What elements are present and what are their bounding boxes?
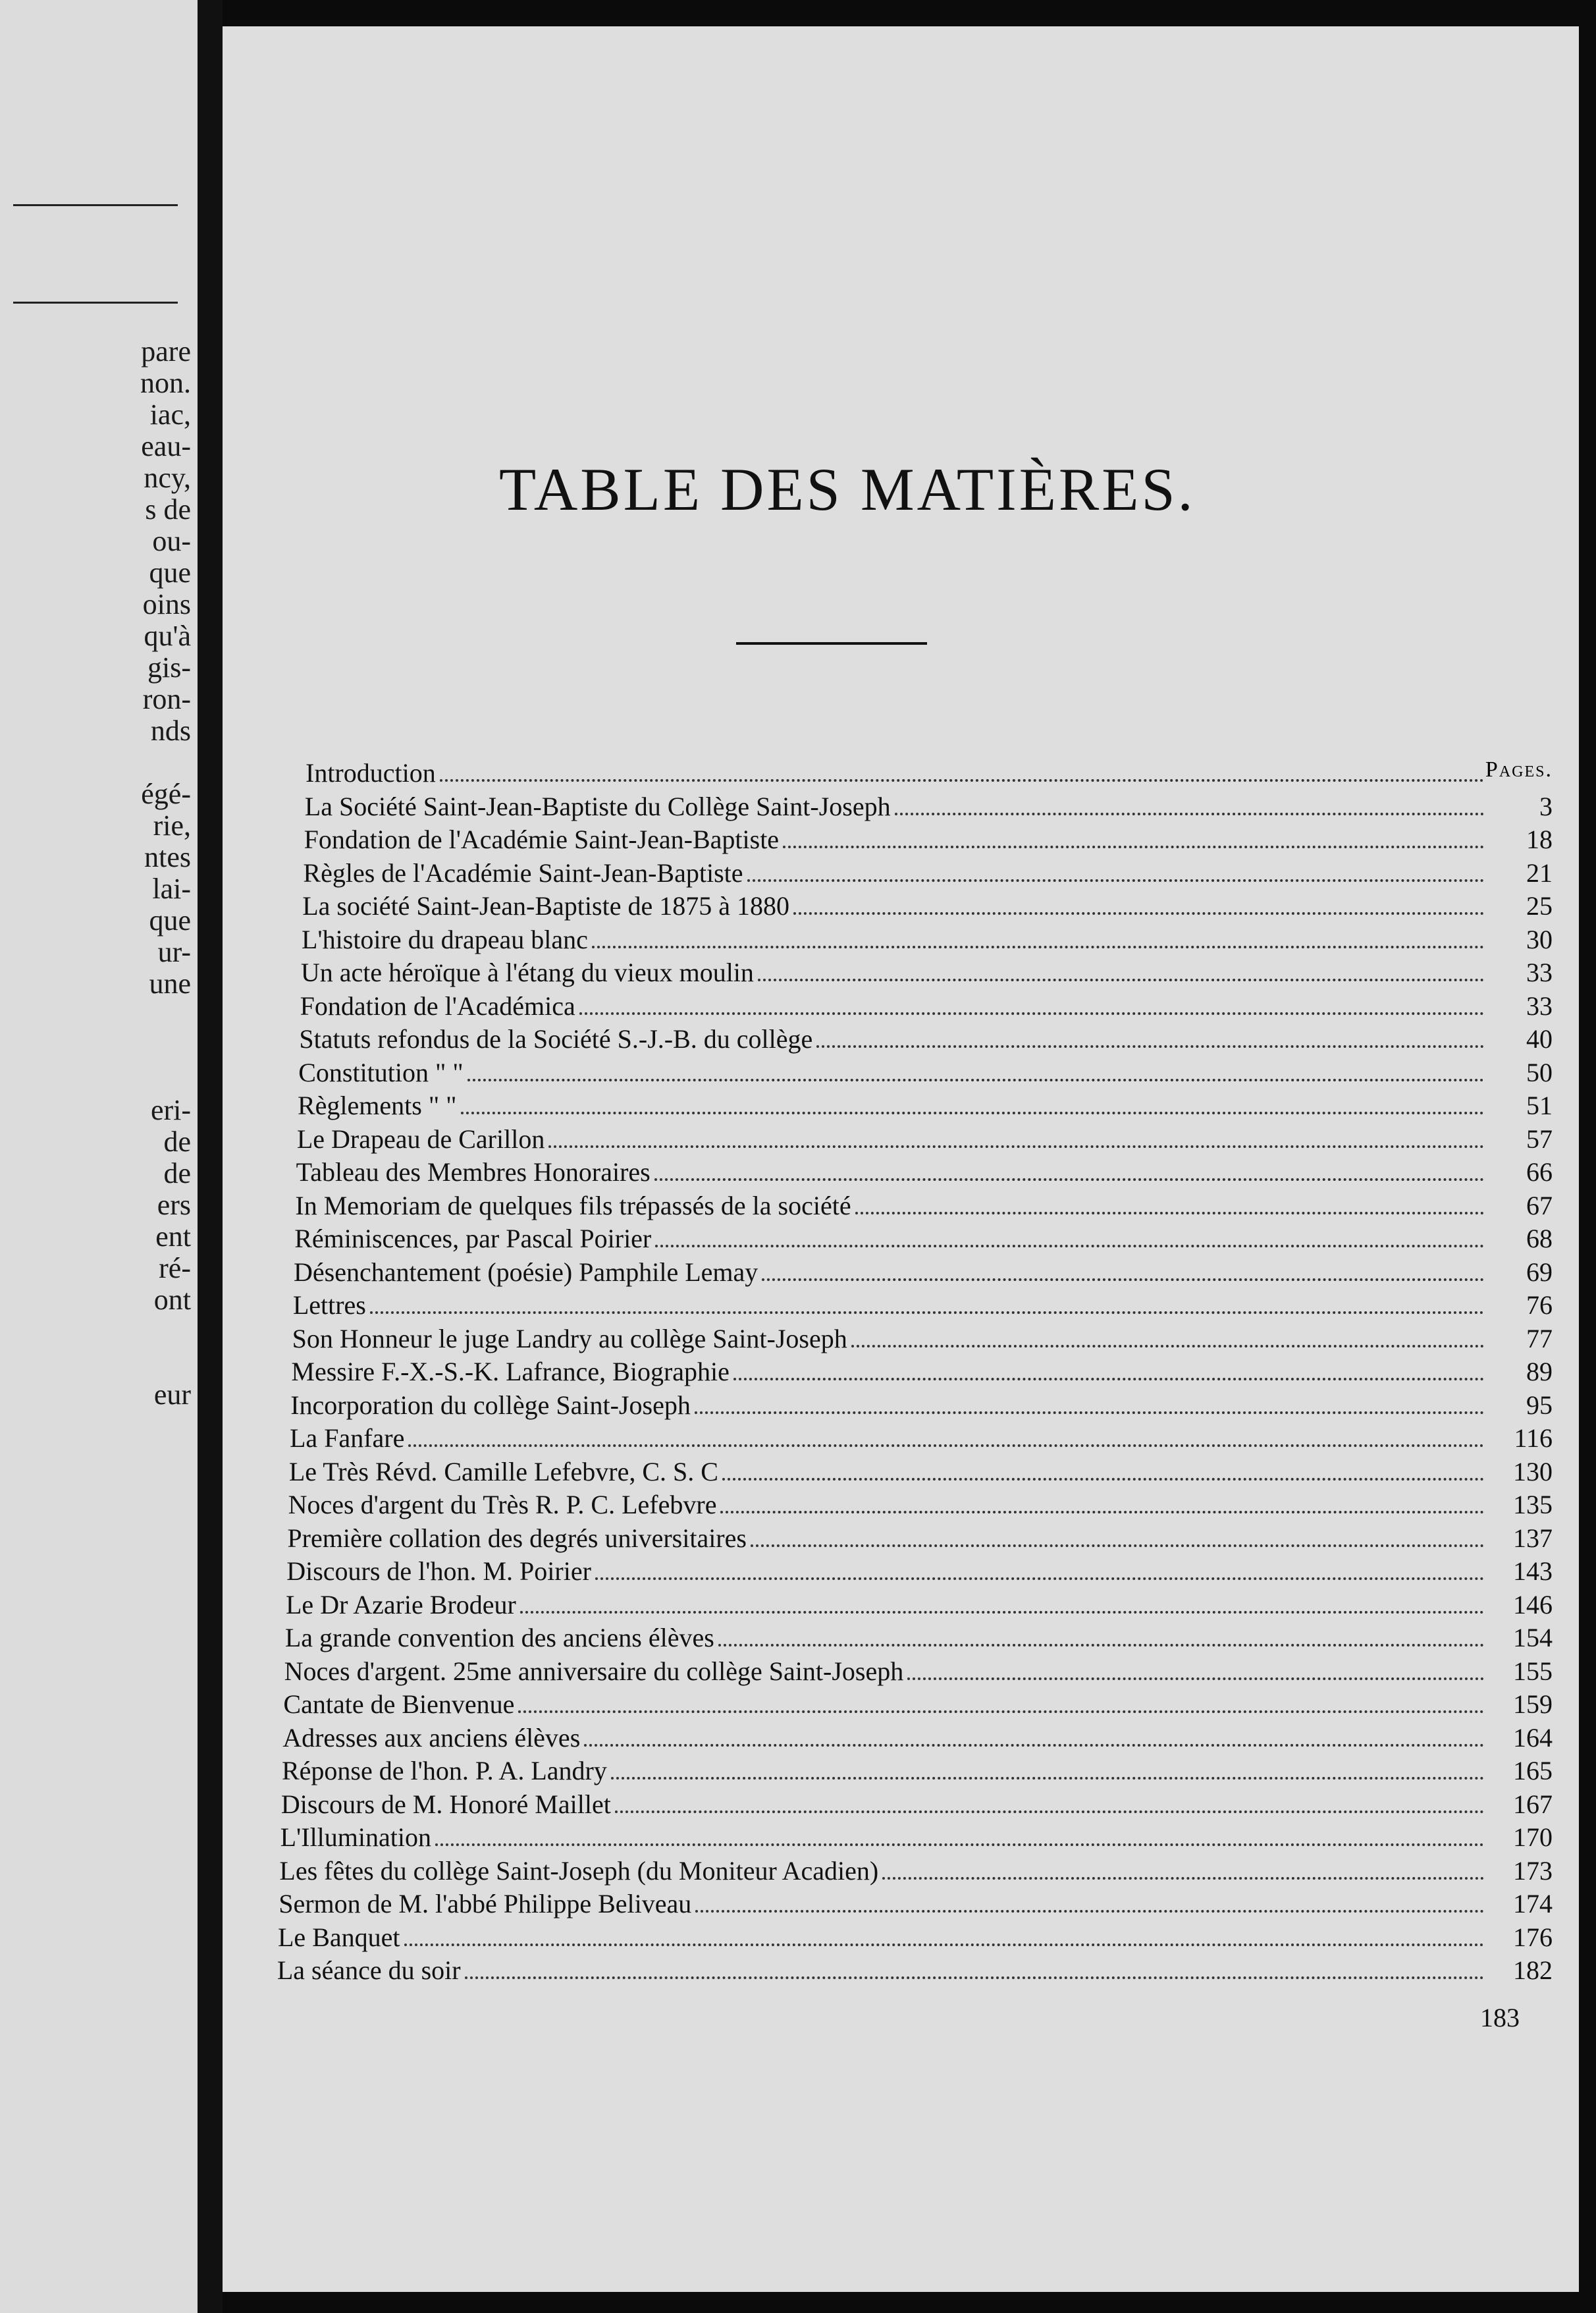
toc-entry-page: 165: [1513, 1756, 1553, 1785]
toc-entry-title: La grande convention des anciens élèves: [284, 1623, 714, 1652]
toc-entry: [281, 1789, 1553, 1822]
toc-entry: [297, 1124, 1553, 1157]
toc-entry-title: Discours de M. Honoré Maillet: [280, 1789, 611, 1819]
left-page-line: nds: [150, 715, 191, 747]
toc-entry: [288, 1489, 1553, 1523]
toc-entry-page: 51: [1526, 1091, 1553, 1120]
dot-leader: [695, 1411, 1484, 1414]
facing-page-fragment: [0, 0, 198, 2313]
toc-entry-page: 66: [1526, 1157, 1553, 1187]
toc-entry-title: Son Honneur le juge Landry au collège Saint-Joseph: [292, 1323, 847, 1353]
left-page-line: de: [163, 1126, 191, 1158]
toc-entry: [292, 1323, 1553, 1357]
dot-leader: [751, 1544, 1484, 1547]
toc-entry-title: Constitution " ": [298, 1057, 464, 1087]
toc-entry-page: 182: [1513, 1955, 1553, 1985]
toc-entry: [279, 1888, 1553, 1922]
left-page-line: ent: [155, 1220, 191, 1253]
toc-entry-title: Désenchantement (poésie) Pamphile Lemay: [294, 1257, 758, 1287]
toc-entry-title: Lettres: [292, 1290, 366, 1320]
left-page-line: que: [149, 557, 191, 589]
left-page-line: que: [149, 904, 191, 937]
toc-entry: [289, 1456, 1553, 1490]
toc-entry-page: 69: [1526, 1257, 1553, 1287]
toc-entry-page: 67: [1526, 1190, 1553, 1220]
book-gutter: [198, 0, 223, 2313]
toc-entry: [299, 1023, 1553, 1057]
left-page-line: iac,: [149, 398, 191, 431]
toc-entry-page: 33: [1526, 958, 1553, 987]
toc-entry-page: 116: [1514, 1423, 1553, 1453]
toc-entry: [290, 1423, 1553, 1456]
toc-entry-page: 95: [1526, 1390, 1553, 1420]
toc-entry-title: Le Dr Azarie Brodeur: [286, 1589, 516, 1619]
toc-entry-title: Discours de l'hon. M. Poirier: [286, 1556, 591, 1586]
toc-entry-page: 170: [1513, 1822, 1553, 1852]
toc-entry: [298, 1057, 1553, 1091]
left-page-line: non.: [140, 367, 191, 399]
toc-entry-title: Noces d'argent. 25me anniversaire du collège Saint-Joseph: [284, 1656, 904, 1686]
left-page-line: ron-: [142, 683, 191, 715]
toc-entry: [302, 890, 1553, 924]
toc-entry-page: 50: [1526, 1057, 1553, 1087]
toc-entry-title: Le Drapeau de Carillon: [296, 1124, 545, 1154]
dot-leader: [611, 1777, 1484, 1780]
toc-entry: [294, 1223, 1553, 1257]
toc-entry-title: Incorporation du collège Saint-Joseph: [290, 1390, 691, 1420]
dot-leader: [518, 1710, 1484, 1713]
toc-entry-title: L'histoire du drapeau blanc: [302, 924, 588, 954]
toc-entry-page: 77: [1526, 1323, 1553, 1353]
toc-entry-title: L'Illumination: [280, 1822, 432, 1852]
toc-entry-page: 155: [1513, 1656, 1553, 1686]
dot-leader: [816, 1045, 1484, 1048]
table-of-contents-page: [223, 26, 1579, 2292]
toc-entry-title: Réponse de l'hon. P. A. Landry: [282, 1756, 607, 1785]
toc-entry-page: 40: [1526, 1024, 1553, 1054]
dot-leader: [548, 1145, 1484, 1148]
left-page-line: s de: [145, 493, 191, 526]
left-page-line: qu'à: [144, 620, 191, 652]
left-page-line: de: [163, 1157, 191, 1189]
toc-list: [277, 757, 1553, 1988]
left-page-line: ou-: [152, 525, 191, 557]
toc-entry-title: Le Très Révd. Camille Lefebvre, C. S. C: [288, 1456, 718, 1486]
toc-entry: [283, 1689, 1553, 1722]
toc-entry: [280, 1822, 1553, 1855]
dot-leader: [440, 779, 1484, 782]
dot-leader: [615, 1810, 1484, 1813]
toc-entry: [287, 1523, 1553, 1556]
left-page-line: ur-: [157, 936, 191, 968]
left-page-line: ncy,: [144, 462, 191, 494]
left-page-line: rie,: [153, 809, 191, 842]
page-title: TABLE DES MATIÈRES.: [499, 456, 1196, 523]
toc-entry-title: Règlements " ": [298, 1091, 457, 1120]
toc-entry-page: 21: [1526, 857, 1553, 888]
toc-entry-page: 146: [1513, 1589, 1553, 1619]
left-page-line: eur: [153, 1378, 191, 1411]
toc-entry: [286, 1589, 1553, 1623]
toc-entry-title: Tableau des Membres Honoraires: [296, 1157, 651, 1187]
dot-leader: [435, 1843, 1484, 1846]
toc-entry-title: La société Saint-Jean-Baptiste de 1875 à 1880: [302, 891, 789, 921]
toc-entry-page: 25: [1526, 891, 1553, 921]
left-page-line: ntes: [144, 841, 191, 873]
toc-entry: [291, 1356, 1553, 1390]
left-page-line: ont: [153, 1284, 191, 1316]
dot-leader: [747, 879, 1485, 882]
dot-leader: [655, 1245, 1484, 1247]
dot-leader: [584, 1744, 1484, 1747]
toc-entry-page: 3: [1539, 791, 1553, 821]
left-page-rule: [13, 204, 178, 206]
toc-entry: [306, 757, 1553, 791]
dot-leader: [718, 1644, 1484, 1646]
toc-entry-page: 154: [1513, 1623, 1553, 1652]
toc-entry-page: 167: [1513, 1789, 1553, 1819]
toc-entry: [295, 1190, 1553, 1224]
dot-leader: [855, 1212, 1484, 1214]
pages-column-header: Pages.: [1485, 757, 1553, 782]
toc-entry-page: 164: [1513, 1722, 1553, 1753]
toc-entry: [282, 1755, 1553, 1789]
toc-entry-title: La Fanfare: [290, 1423, 405, 1453]
toc-entry-page: 33: [1526, 991, 1553, 1021]
toc-entry-title: La Société Saint-Jean-Baptiste du Collège Saint-Joseph: [304, 791, 891, 821]
toc-entry-title: Réminiscences, par Pascal Poirier: [294, 1224, 652, 1253]
toc-entry-page: 57: [1526, 1124, 1553, 1154]
dot-leader: [579, 1012, 1484, 1015]
toc-entry-page: 176: [1513, 1922, 1553, 1952]
toc-entry: [282, 1722, 1553, 1756]
toc-entry-page: 130: [1513, 1456, 1553, 1486]
title-rule: [736, 642, 927, 645]
toc-entry-page: 174: [1513, 1889, 1553, 1918]
toc-entry-page: 143: [1513, 1556, 1553, 1586]
toc-entry: [277, 1955, 1553, 1988]
dot-leader: [758, 979, 1484, 981]
toc-entry-page: 137: [1513, 1523, 1553, 1553]
dot-leader: [720, 1511, 1484, 1513]
toc-entry-title: Adresses aux anciens élèves: [282, 1722, 581, 1753]
left-page-rule: [13, 302, 178, 304]
toc-entry: [293, 1290, 1553, 1323]
trailing-page-number: 183: [1480, 2003, 1520, 2032]
dot-leader: [370, 1311, 1484, 1314]
toc-entry-title: Noces d'argent du Très R. P. C. Lefebvre: [288, 1490, 717, 1519]
toc-entry: [302, 924, 1553, 958]
toc-entry-title: Cantate de Bienvenue: [283, 1689, 515, 1719]
left-page-line: lai-: [152, 873, 191, 905]
left-page-line: ers: [157, 1189, 191, 1221]
toc-entry: [279, 1855, 1553, 1889]
toc-entry-page: 159: [1513, 1689, 1553, 1719]
toc-entry-page: 68: [1526, 1224, 1553, 1253]
dot-leader: [895, 813, 1484, 815]
toc-entry: [304, 824, 1553, 857]
dot-leader: [722, 1478, 1484, 1481]
toc-entry: [285, 1622, 1553, 1656]
toc-entry: [305, 791, 1553, 825]
left-page-line: égé-: [141, 778, 191, 810]
dot-leader: [467, 1079, 1484, 1081]
toc-entry: [296, 1156, 1553, 1190]
toc-entry: [286, 1556, 1553, 1589]
toc-entry: [303, 857, 1553, 891]
dot-leader: [654, 1178, 1484, 1181]
dot-leader: [783, 846, 1484, 848]
dot-leader: [595, 1577, 1484, 1580]
toc-entry-title: Règles de l'Académie Saint-Jean-Baptiste: [303, 857, 743, 888]
toc-entry-title: In Memoriam de quelques fils trépassés de la société: [295, 1190, 851, 1220]
left-page-line: pare: [141, 335, 191, 367]
dot-leader: [762, 1278, 1484, 1281]
toc-entry-title: Sermon de M. l'abbé Philippe Beliveau: [279, 1889, 692, 1918]
toc-entry-title: Première collation des degrés universitaires: [287, 1523, 747, 1553]
dot-leader: [695, 1910, 1484, 1913]
toc-entry: [301, 957, 1553, 991]
toc-entry: [300, 991, 1553, 1024]
toc-entry-page: 18: [1526, 825, 1553, 854]
toc-entry-title: Fondation de l'Académie Saint-Jean-Baptiste: [304, 825, 780, 854]
left-page-line: une: [149, 967, 191, 1000]
dot-leader: [404, 1944, 1485, 1946]
left-page-line: oins: [142, 588, 191, 620]
dot-leader: [851, 1345, 1484, 1347]
dot-leader: [793, 912, 1484, 915]
toc-entry: [290, 1390, 1553, 1423]
left-page-line: eau-: [141, 430, 191, 462]
dot-leader: [882, 1877, 1484, 1880]
dot-leader: [461, 1112, 1484, 1114]
dot-leader: [465, 1976, 1484, 1979]
dot-leader: [733, 1378, 1484, 1380]
toc-entry-title: Les fêtes du collège Saint-Joseph (du Moniteur Acadien): [279, 1855, 879, 1886]
toc-entry: [278, 1922, 1553, 1955]
toc-entry-title: Introduction: [306, 758, 436, 788]
toc-entry: [294, 1257, 1553, 1290]
dot-leader: [408, 1444, 1484, 1447]
left-page-line: ré-: [159, 1252, 191, 1284]
toc-entry-page: 30: [1526, 924, 1553, 954]
toc-entry: [298, 1090, 1553, 1124]
toc-entry-page: 173: [1513, 1855, 1553, 1886]
toc-entry-title: La séance du soir: [277, 1955, 461, 1985]
toc-entry-page: 135: [1513, 1490, 1553, 1519]
dot-leader: [592, 946, 1484, 948]
toc-entry-title: Un acte héroïque à l'étang du vieux moulin: [300, 958, 754, 987]
toc-entry-page: 76: [1526, 1290, 1553, 1320]
left-page-line: gis-: [147, 651, 191, 684]
toc-entry-title: Messire F.-X.-S.-K. Lafrance, Biographie: [291, 1357, 730, 1386]
toc-entry-title: Le Banquet: [278, 1922, 400, 1952]
dot-leader: [520, 1611, 1484, 1614]
toc-entry-page: 89: [1526, 1357, 1553, 1386]
toc-entry: [284, 1656, 1553, 1689]
toc-entry-title: Fondation de l'Académica: [300, 991, 575, 1021]
left-page-line: eri-: [150, 1094, 191, 1126]
dot-leader: [907, 1677, 1484, 1680]
toc-entry-title: Statuts refondus de la Société S.-J.-B. du collège: [299, 1024, 813, 1054]
